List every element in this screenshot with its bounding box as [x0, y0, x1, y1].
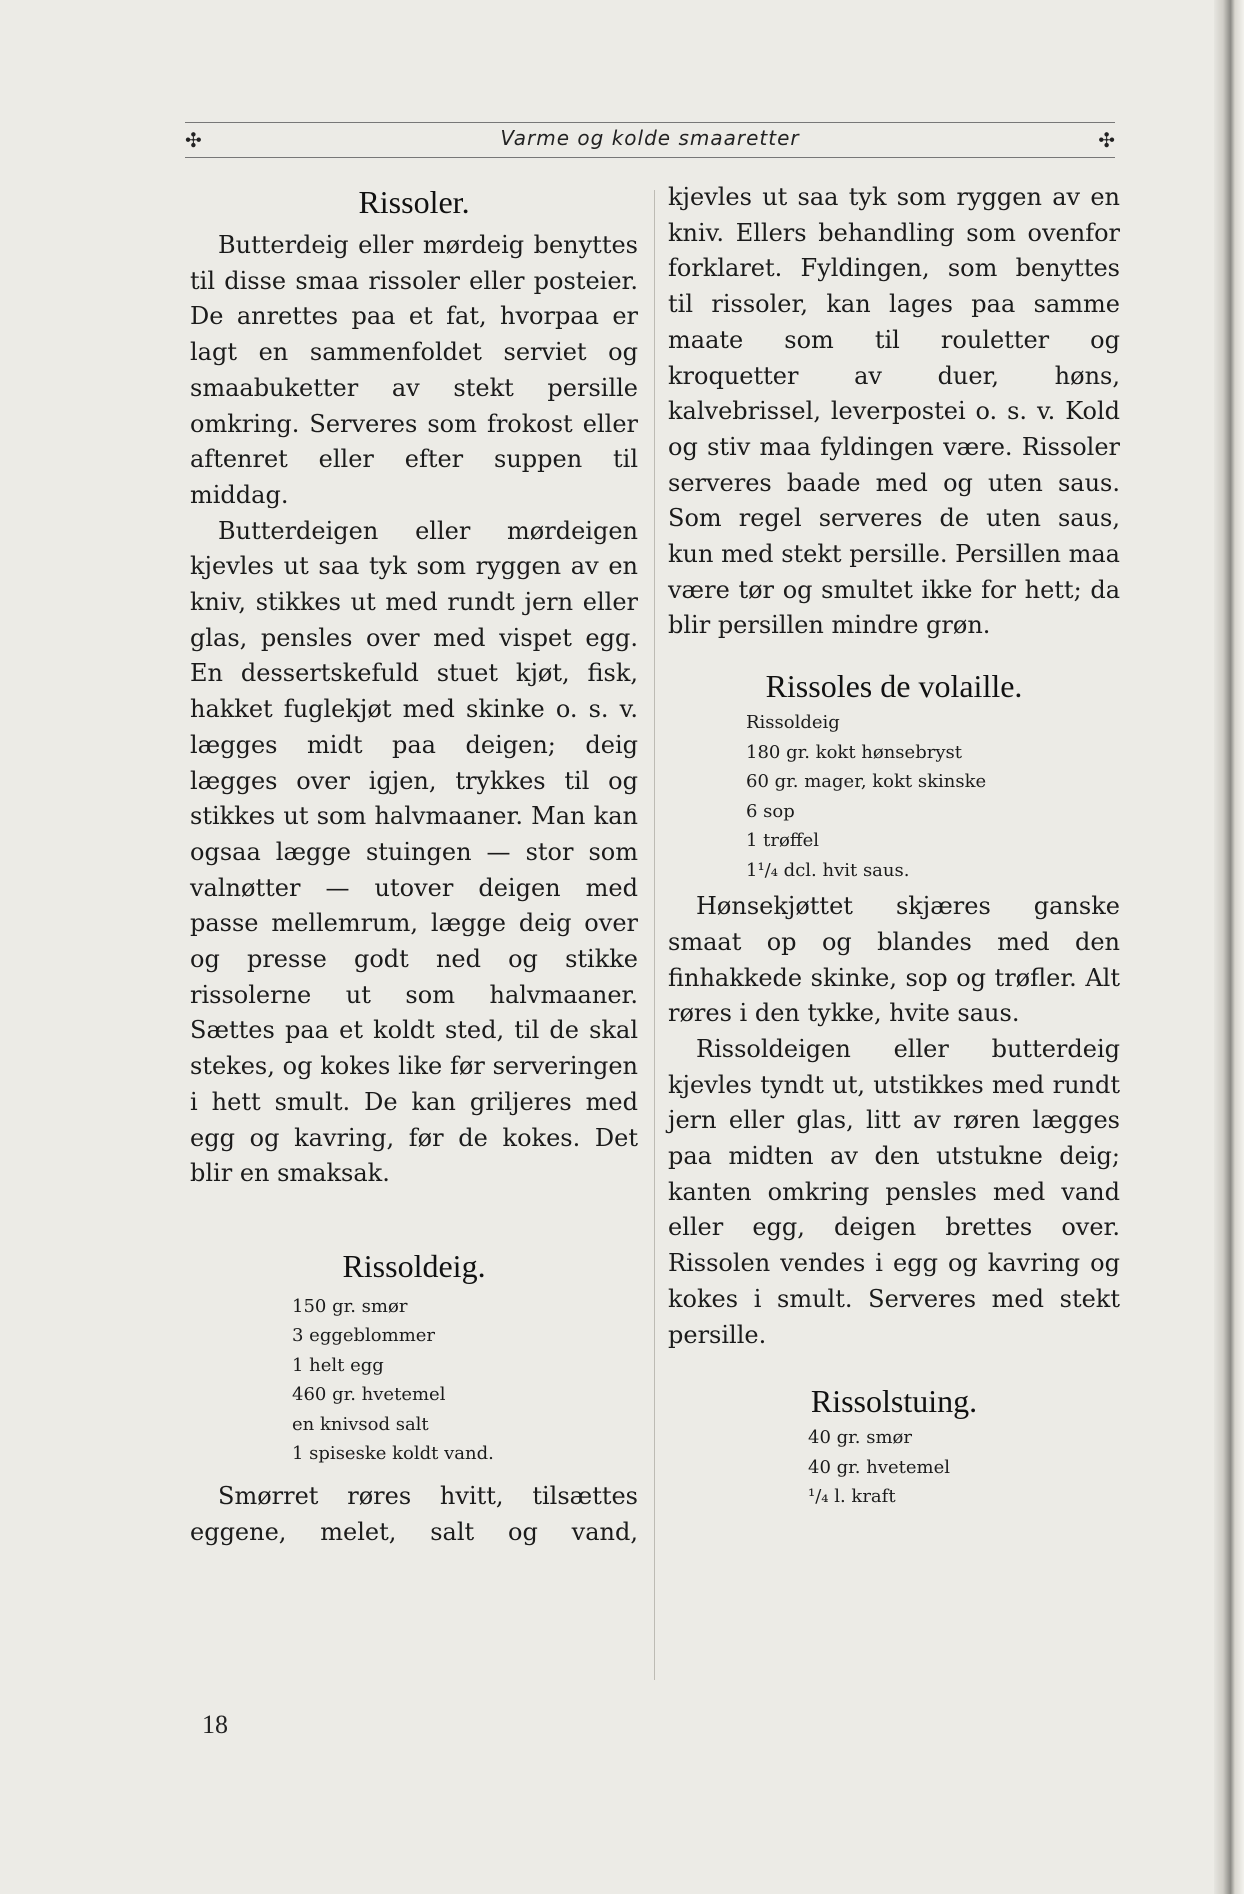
section-rissoldeig	[190, 1244, 638, 1550]
ingredient-item: 1 spiseske koldt vand.	[292, 1443, 494, 1465]
ingredient-item: 180 gr. kokt hønsebryst	[746, 741, 962, 763]
page-number: 18	[202, 1710, 228, 1739]
paragraph-rissoler-method: Butterdeigen eller mørdeigen kjevles ut saa tyk som ryggen av en kniv, stikkes ut med rundt jern eller glas, pensles over med vispet egg. En dessertskefuld stuet kjøt, fisk, hakket fuglekjøt med skinke o. s. v. lægges midt paa deigen; deig lægges over igjen, trykkes til og stikkes ut som halvmaaner. Man kan ogsaa lægge stuingen — stor som valnøtter — utover deigen med passe mellemrum, lægge deig over og presse godt ned og stikke rissolerne ut som halvmaaner. Sættes paa et koldt sted, til de skal stekes, og kokes like før serveringen i hett smult. De kan griljeres med egg og kavring, før de kokes. Det blir en smaksak.	[190, 516, 638, 1188]
ingredient-list-rissoldeig	[292, 1292, 638, 1469]
ingredient-item: 1¹/₄ dcl. hvit saus.	[746, 859, 910, 881]
ingredient-item: 150 gr. smør	[292, 1295, 408, 1317]
ingredient-item: 1 helt egg	[292, 1354, 384, 1376]
ingredient-item: en knivsod salt	[292, 1413, 429, 1435]
right-column	[668, 180, 1120, 1512]
running-head-title: Varme og kolde smaaretter	[500, 126, 800, 150]
ingredient-item: ¹/₄ l. kraft	[808, 1486, 896, 1508]
column-divider	[654, 190, 655, 1680]
paragraph-volaille-filling: Hønsekjøttet skjæres ganske smaat op og blandes med den finhakkede skinke, sop og trøfler. Alt røres i den tykke, hvite saus.	[668, 892, 1120, 1028]
paragraph-rissoler-intro: Butterdeig eller mørdeig benyttes til disse smaa rissoler eller posteier. De anrettes paa et fat, hvorpaa er lagt en sammenfoldet serviet og smaabuketter av stekt persille omkring. Serveres som frokost eller aftenret eller efter suppen til middag.	[190, 231, 638, 509]
heading-rissoles-de-volaille: Rissoles de volaille.	[765, 668, 1023, 705]
paragraph-rissoldeig: Smørret røres hvitt, tilsættes eggene, melet, salt og vand,	[190, 1481, 638, 1546]
page-edge	[1214, 0, 1244, 1894]
ingredient-item: 6 sop	[746, 800, 795, 822]
section-rissoler	[190, 180, 638, 1192]
ingredient-item: 460 gr. hvetemel	[292, 1384, 446, 1406]
ingredient-list-volaille	[746, 708, 1120, 885]
ingredient-item: 40 gr. hvetemel	[808, 1456, 950, 1478]
header-rule-top	[185, 122, 1115, 123]
paragraph-volaille-method: Rissoldeigen eller butterdeig kjevles tyndt ut, utstikkes med rundt jern eller glas, litt av røren lægges paa midten av den utstukne deig; kanten omkring pensles med vand eller egg, deigen brettes over. Rissolen vendes i egg og kavring og kokes i smult. Serveres med stekt persille.	[668, 1034, 1120, 1349]
section-rissoles-de-volaille	[668, 664, 1120, 1353]
left-column	[190, 180, 638, 1550]
ingredient-item: 40 gr. smør	[808, 1427, 912, 1449]
ingredient-item: Rissoldeig	[746, 712, 840, 734]
running-head	[185, 122, 1115, 158]
ingredient-list-rissolstuing	[808, 1423, 1120, 1512]
heading-rissoler: Rissoler.	[358, 184, 470, 220]
ingredient-item: 60 gr. mager, kokt skinske	[746, 771, 987, 793]
ornament-right-icon: ✣	[1098, 128, 1115, 152]
heading-rissoldeig: Rissoldeig.	[342, 1247, 486, 1284]
header-rule-bottom	[185, 157, 1115, 158]
section-rissolstuing	[668, 1379, 1120, 1512]
ornament-left-icon: ✣	[185, 128, 202, 152]
ingredient-item: 1 trøffel	[746, 830, 820, 852]
ingredient-item: 3 eggeblommer	[292, 1325, 436, 1347]
paragraph-continuation: kjevles ut saa tyk som ryggen av en kniv. Ellers behandling som ovenfor forklaret. Fyldingen, som benyttes til rissoler, kan lages paa samme maate som til rouletter og kroquetter av duer, høns, kalvebrissel, leverpostei o. s. v. Kold og stiv maa fyldingen være. Rissoler serveres baade med og uten saus. Som regel serveres de uten saus, kun med stekt persille. Persillen maa være tør og smultet ikke for hett; da blir persillen mindre grøn.	[668, 183, 1120, 640]
heading-rissolstuing: Rissolstuing.	[810, 1383, 978, 1420]
